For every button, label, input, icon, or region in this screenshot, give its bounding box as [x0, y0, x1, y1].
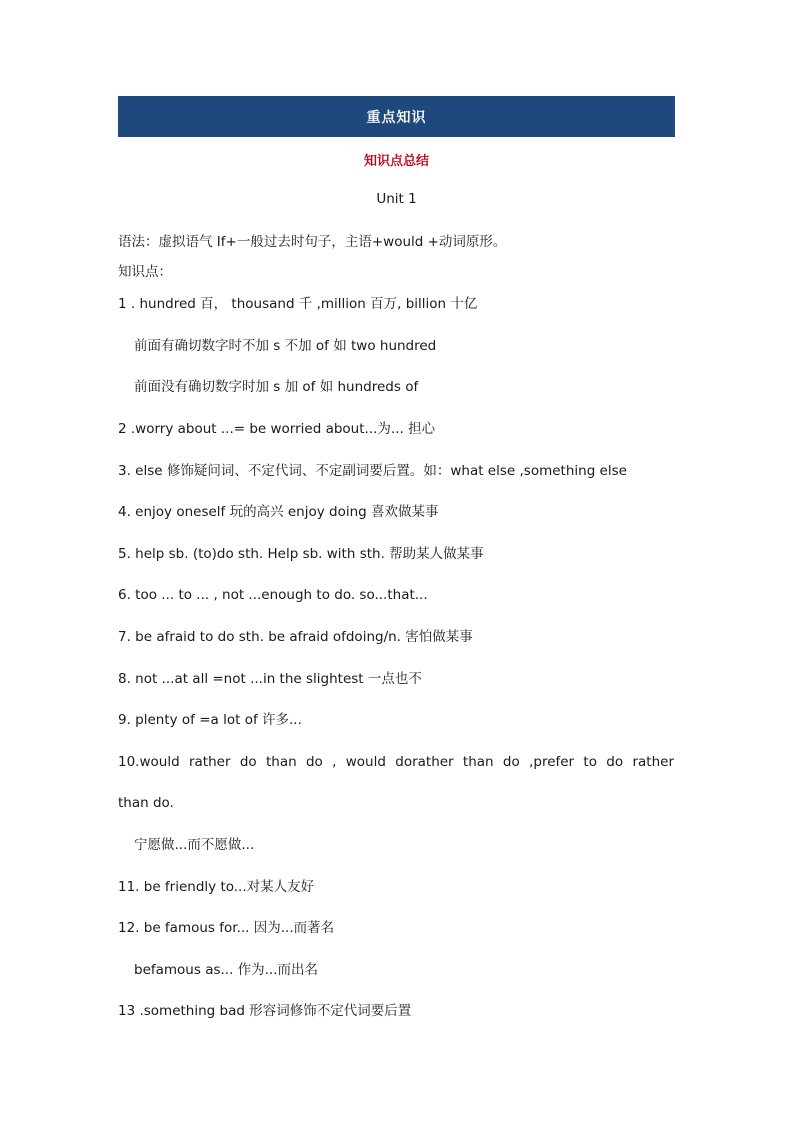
list-item: 3. else 修饰疑问词、不定代词、不定副词要后置。如：what else ,something else: [118, 463, 627, 479]
list-item: 13 .something bad 形容词修饰不定代词要后置: [118, 1003, 412, 1019]
list-item: 6. too ... to ... , not ...enough to do. so...that...: [118, 587, 428, 603]
list-item: 9. plenty of =a lot of 许多...: [118, 712, 302, 728]
section-header-bar: [118, 96, 675, 137]
list-item: 前面没有确切数字时加 s 加 of 如 hundreds of: [134, 379, 419, 395]
list-item: 11. be friendly to...对某人友好: [118, 879, 315, 895]
list-item: 12. be famous for... 因为...而著名: [118, 920, 335, 936]
list-item: 10.would rather do than do , would dorather than do ,prefer to do rather: [118, 754, 674, 770]
list-item: 前面有确切数字时不加 s 不加 of 如 two hundred: [134, 338, 437, 354]
list-item: 5. help sb. (to)do sth. Help sb. with sth. 帮助某人做某事: [118, 546, 484, 562]
list-item: 8. not ...at all =not ...in the slightest 一点也不: [118, 671, 422, 687]
points-label: 知识点：: [118, 264, 172, 280]
list-item-continuation: than do.: [118, 795, 174, 811]
list-item: 宁愿做...而不愿做...: [134, 837, 255, 853]
list-item: 7. be afraid to do sth. be afraid ofdoing/n. 害怕做某事: [118, 629, 473, 645]
list-item: 2 .worry about ...= be worried about...为... 担心: [118, 421, 436, 437]
unit-heading: Unit 1: [376, 191, 417, 207]
list-item: befamous as... 作为...而出名: [134, 962, 319, 978]
grammar-line: 语法：虚拟语气 If+一般过去时句子，主语+would +动词原形。: [118, 234, 507, 250]
section-title: 重点知识: [366, 109, 427, 126]
list-item: 1 . hundred 百， thousand 千 ,million 百万, billion 十亿: [118, 296, 478, 312]
list-item: 4. enjoy oneself 玩的高兴 enjoy doing 喜欢做某事: [118, 504, 439, 520]
section-subtitle: 知识点总结: [363, 154, 429, 169]
